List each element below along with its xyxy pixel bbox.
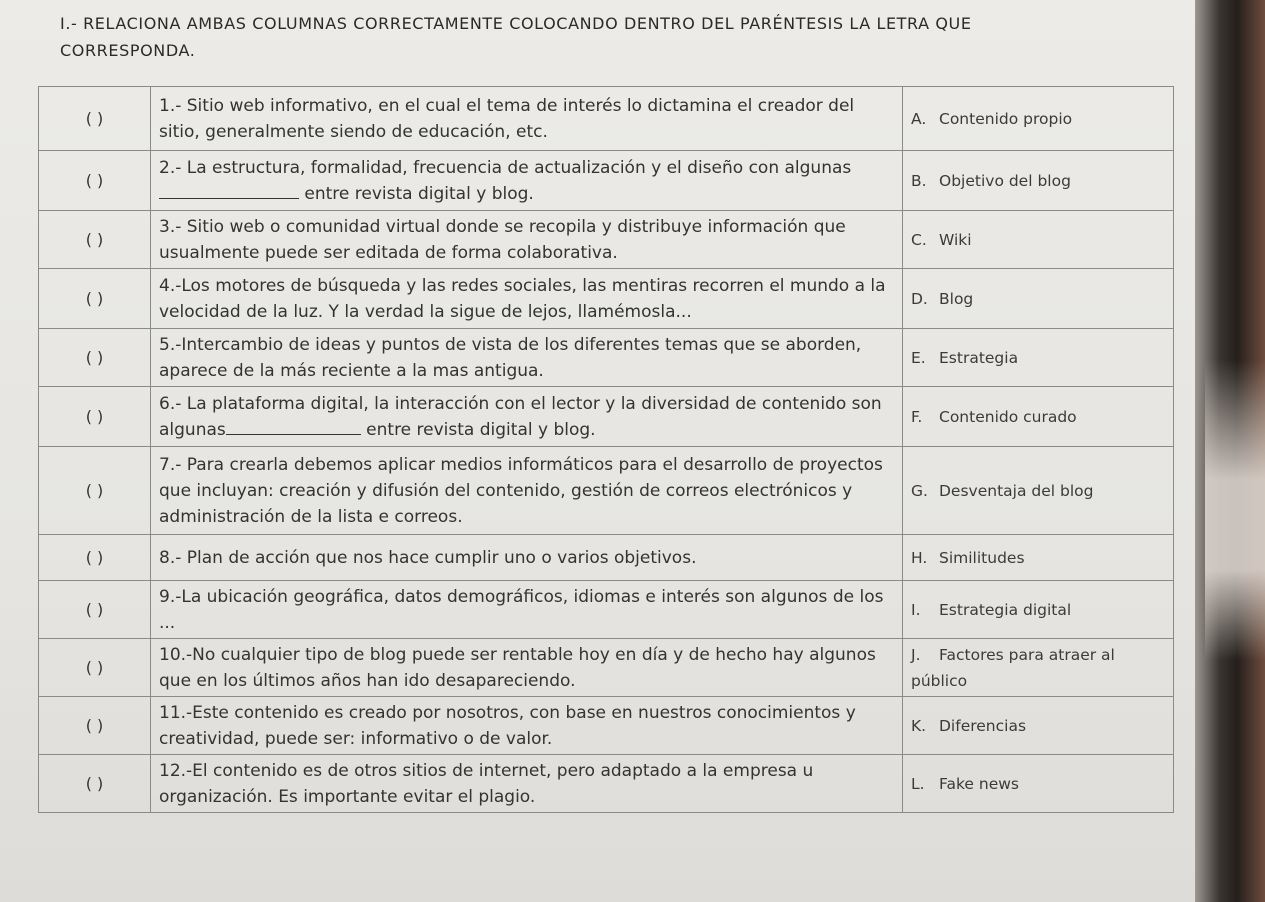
table-row	[39, 535, 1174, 581]
statement: 10.-No cualquier tipo de blog puede ser rentable hoy en día y de hecho hay algunos que en los últimos años han ido desapareciendo.	[151, 639, 903, 697]
statement: 1.- Sitio web informativo, en el cual el tema de interés lo dictamina el creador del sitio, generalmente siendo de educación, etc.	[151, 87, 903, 151]
option	[903, 535, 1174, 581]
option-letter: C.	[911, 230, 927, 249]
option-text: Diferencias	[939, 716, 1027, 735]
answer-parenthesis[interactable]: ( )	[39, 329, 151, 387]
option-letter: K.	[911, 716, 927, 735]
photo-background-highlight	[1205, 360, 1265, 660]
option-text: Estrategia	[939, 348, 1019, 367]
option-text: Blog	[939, 289, 974, 308]
option-letter: G.	[911, 481, 928, 500]
option-text: Estrategia digital	[939, 600, 1072, 619]
statement-text: 6.- La plataforma digital, la interacción con el lector y la diversidad de contenido son algunas	[159, 393, 882, 440]
option-letter: F.	[911, 407, 923, 426]
answer-parenthesis[interactable]: ( )	[39, 755, 151, 813]
instructions-heading: I.- RELACIONA AMBAS COLUMNAS CORRECTAMENTE COLOCANDO DENTRO DEL PARÉNTESIS LA LETRA QUE CORRESPONDA.	[60, 14, 972, 60]
option	[903, 697, 1174, 755]
statement: 11.-Este contenido es creado por nosotros, con base en nuestros conocimientos y creatividad, puede ser: informativo o de valor.	[151, 697, 903, 755]
option-text: Fake news	[939, 774, 1019, 793]
answer-parenthesis[interactable]: ( )	[39, 447, 151, 535]
table-row	[39, 87, 1174, 151]
option-text: Contenido propio	[939, 109, 1073, 128]
statement: 7.- Para crearla debemos aplicar medios informáticos para el desarrollo de proyectos que incluyan: creación y difusión del contenido, gestión de correos electrónicos y administración de la lista e correos.	[151, 447, 903, 535]
statement: 12.-El contenido es de otros sitios de internet, pero adaptado a la empresa u organización. Es importante evitar el plagio.	[151, 755, 903, 813]
table-row	[39, 211, 1174, 269]
option	[903, 755, 1174, 813]
answer-parenthesis[interactable]: ( )	[39, 581, 151, 639]
answer-parenthesis[interactable]: ( )	[39, 639, 151, 697]
statement-text-end: entre revista digital y blog.	[366, 419, 596, 440]
option	[903, 581, 1174, 639]
statement	[151, 387, 903, 447]
statement: 4.-Los motores de búsqueda y las redes sociales, las mentiras recorren el mundo a la velocidad de la luz. Y la verdad la sigue de lejos, llamémosla...	[151, 269, 903, 329]
answer-parenthesis[interactable]: ( )	[39, 211, 151, 269]
fill-in-blank	[159, 198, 299, 199]
option-letter: B.	[911, 171, 927, 190]
table-row	[39, 329, 1174, 387]
table-row	[39, 151, 1174, 211]
statement: 5.-Intercambio de ideas y puntos de vista de los diferentes temas que se aborden, aparece de la más reciente a la mas antigua.	[151, 329, 903, 387]
option-letter: L.	[911, 774, 925, 793]
statement: 8.- Plan de acción que nos hace cumplir uno o varios objetivos.	[151, 535, 903, 581]
table-row	[39, 269, 1174, 329]
table-row	[39, 755, 1174, 813]
option-text: Contenido curado	[939, 407, 1077, 426]
statement: 3.- Sitio web o comunidad virtual donde se recopila y distribuye información que usualmente puede ser editada de forma colaborativa.	[151, 211, 903, 269]
option	[903, 151, 1174, 211]
option	[903, 387, 1174, 447]
table-row	[39, 581, 1174, 639]
option-letter: E.	[911, 348, 926, 367]
option-text: Desventaja del blog	[939, 481, 1094, 500]
answer-parenthesis[interactable]: ( )	[39, 697, 151, 755]
option	[903, 329, 1174, 387]
table-row	[39, 447, 1174, 535]
statement	[151, 151, 903, 211]
option-letter: J.	[911, 645, 921, 664]
option-letter: H.	[911, 548, 928, 567]
statement-text: 2.- La estructura, formalidad, frecuencia de actualización y el diseño con algunas	[159, 157, 852, 178]
matching-table	[38, 86, 1174, 813]
option	[903, 447, 1174, 535]
option-text: Similitudes	[939, 548, 1025, 567]
option	[903, 269, 1174, 329]
statement-text-end: entre revista digital y blog.	[304, 183, 534, 204]
table-row	[39, 697, 1174, 755]
answer-parenthesis[interactable]: ( )	[39, 151, 151, 211]
option	[903, 87, 1174, 151]
answer-parenthesis[interactable]: ( )	[39, 87, 151, 151]
option-text: Factores para atraer al público	[911, 645, 1115, 690]
statement: 9.-La ubicación geográfica, datos demográficos, idiomas e interés son algunos de los ...	[151, 581, 903, 639]
option-letter: I.	[911, 600, 921, 619]
option-text: Wiki	[939, 230, 972, 249]
option	[903, 211, 1174, 269]
fill-in-blank	[226, 434, 361, 435]
table-row	[39, 639, 1174, 697]
option-letter: A.	[911, 109, 927, 128]
answer-parenthesis[interactable]: ( )	[39, 269, 151, 329]
answer-parenthesis[interactable]: ( )	[39, 387, 151, 447]
option-letter: D.	[911, 289, 928, 308]
option-text: Objetivo del blog	[939, 171, 1071, 190]
option	[903, 639, 1174, 697]
answer-parenthesis[interactable]: ( )	[39, 535, 151, 581]
table-row	[39, 387, 1174, 447]
